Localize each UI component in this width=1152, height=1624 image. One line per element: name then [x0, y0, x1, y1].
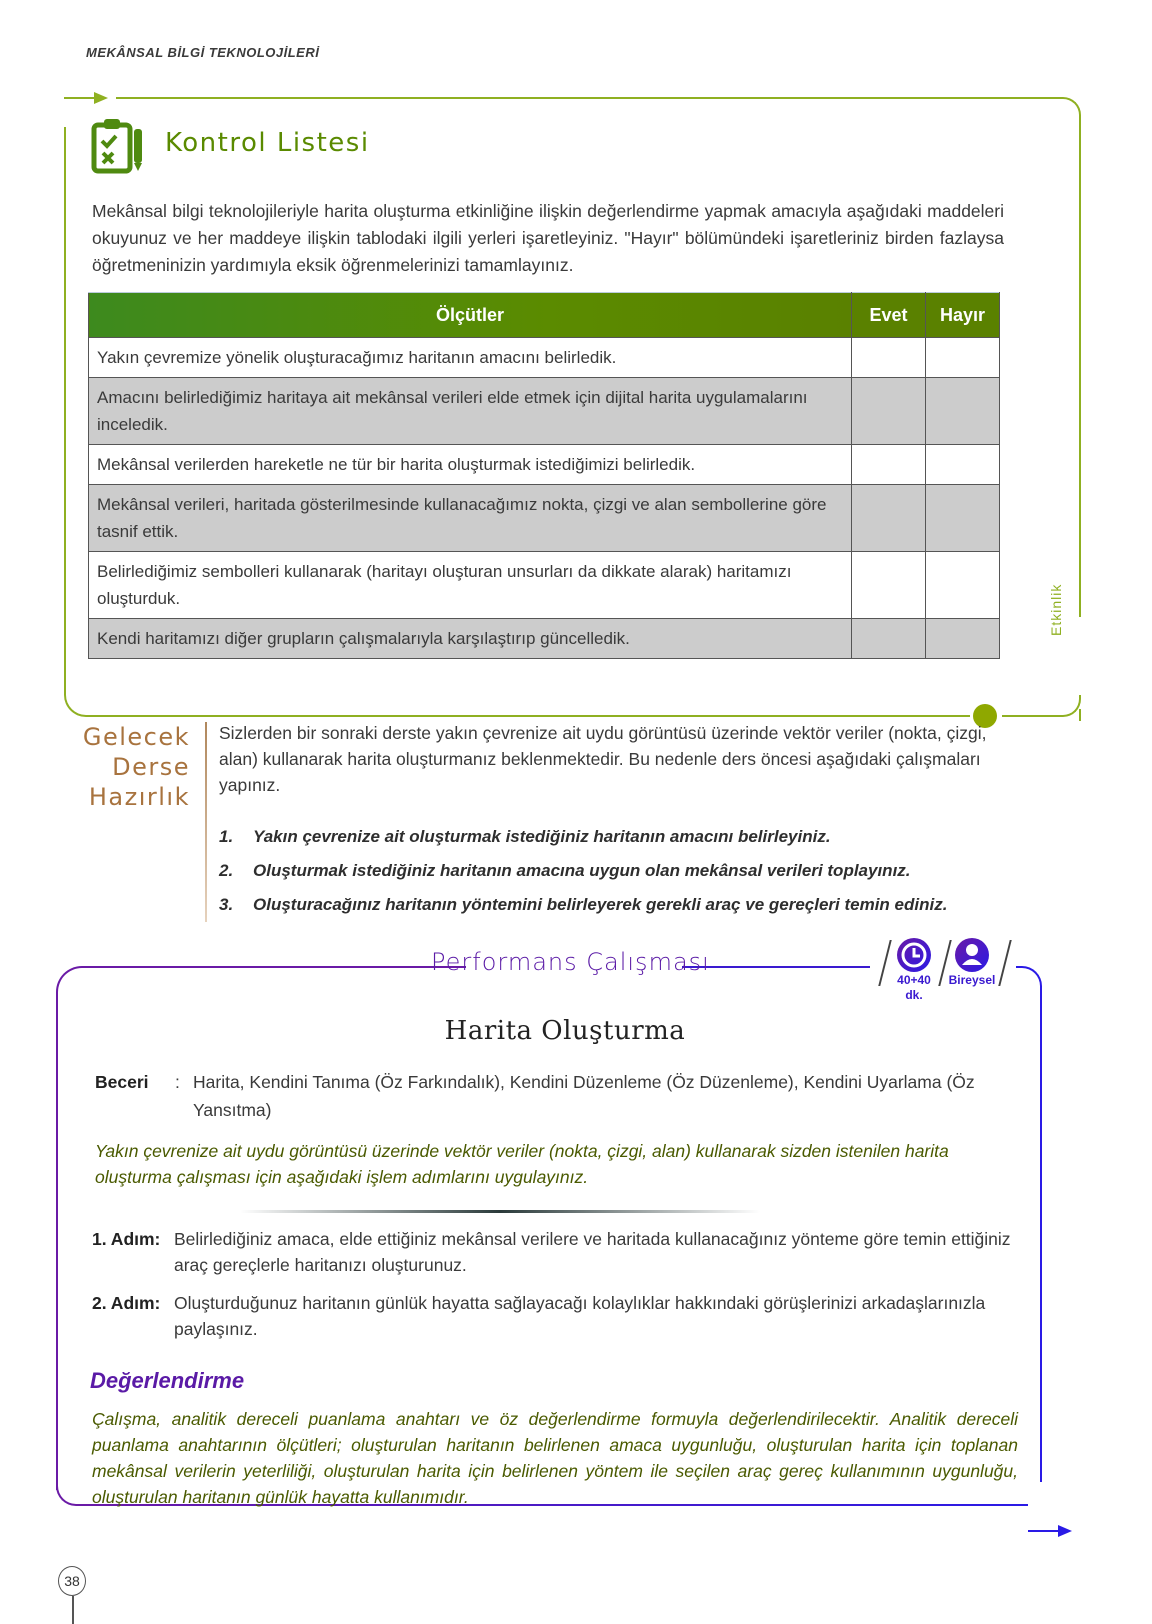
frame-corner: [56, 966, 90, 1000]
step-item: [92, 1226, 1012, 1278]
frame-line: [1079, 119, 1081, 617]
skills-row: [95, 1068, 1015, 1124]
step-label: 2. Adım:: [92, 1293, 161, 1313]
skills-separator: :: [175, 1072, 180, 1092]
checklist-intro: Mekânsal bilgi teknolojileriyle harita oluşturma etkinliğine ilişkin değerlendirme yapmak amacıyla aşağıdaki maddeleri okuyunuz ve her maddeye ilişkin tablodaki ilgili yerleri işaretleyiniz. "Hayır" bölümündeki işaretleriniz birden fazlaysa öğretmeninizin yardımıyla eksik öğrenmelerinizi tamamlayınız.: [92, 201, 1004, 275]
yes-checkbox-cell[interactable]: [852, 338, 926, 378]
evaluation-text: Çalışma, analitik dereceli puanlama anahtarı ve öz değerlendirme formuyla değerlendirilecektir. Analitik dereceli puanlama anahtarının ölçütleri; oluşturulan haritanın belirlenen amaca uygunluğu, oluşturulan harita için toplanan mekânsal verilerin yeterliliği, oluşturulan harita için belirlenen yöntem ile seçilen araç gereç kullanımının uygunluğu, oluşturulan haritanın günlük hayatta kullanımıdır.: [92, 1409, 1018, 1507]
step-text: Oluşturduğunuz haritanın günlük hayatta sağlayacağı kolaylıklar hakkındaki görüşlerinizi arkadaşlarınızla paylaşınız.: [174, 1293, 986, 1339]
frame-line: [1028, 1530, 1060, 1532]
frame-corner: [1016, 966, 1042, 992]
table-header-row: [89, 293, 1000, 338]
step-label: 1. Adım:: [92, 1229, 161, 1249]
title-line: Gelecek: [82, 723, 190, 751]
criteria-cell: Belirlediğimiz sembolleri kullanarak (haritayı oluşturan unsurları da dikkate alarak) haritamızı oluşturduk.: [89, 552, 852, 619]
frame-line: [1040, 992, 1042, 1482]
list-item: [219, 854, 1004, 888]
step-item: [92, 1290, 1012, 1342]
list-number: 1.: [219, 827, 234, 846]
checklist-clipboard-icon: [90, 115, 146, 175]
individual-badge: [942, 938, 1002, 1018]
list-text: Oluşturmak istediğiniz haritanın amacına uygun olan mekânsal verileri toplayınız.: [253, 861, 911, 880]
title-line: Hazırlık: [88, 783, 190, 811]
table-row: [89, 485, 1000, 552]
no-checkbox-cell[interactable]: [926, 445, 1000, 485]
column-header-criteria: Ölçütler: [89, 293, 852, 338]
title-line: Derse: [112, 753, 190, 781]
divider-rule: [240, 1210, 760, 1213]
criteria-cell: Yakın çevremize yönelik oluşturacağımız haritanın amacını belirledik.: [89, 338, 852, 378]
list-item: [219, 888, 1004, 922]
clock-icon: [897, 938, 931, 972]
table-row: [89, 338, 1000, 378]
evaluation-title: Değerlendirme: [90, 1368, 245, 1393]
list-item: [219, 820, 1004, 854]
page-number: 38: [58, 1566, 86, 1596]
criteria-cell: Mekânsal verilerden hareketle ne tür bir harita oluşturmak istediğimizi belirledik.: [89, 445, 852, 485]
frame-corner: [1059, 97, 1081, 119]
arrow-right-icon: [1058, 1525, 1072, 1537]
yes-checkbox-cell[interactable]: [852, 485, 926, 552]
frame-line: [1002, 715, 1057, 717]
no-checkbox-cell[interactable]: [926, 378, 1000, 445]
side-label-etkinlik: Etkinlik: [1048, 580, 1064, 640]
frame-corner: [64, 687, 90, 717]
activity-title: Harita Oluşturma: [444, 1016, 686, 1046]
vertical-divider: [205, 722, 207, 922]
yes-checkbox-cell[interactable]: [852, 445, 926, 485]
table-row: [89, 445, 1000, 485]
preparation-list: [219, 820, 1004, 922]
yes-checkbox-cell[interactable]: [852, 552, 926, 619]
list-text: Yakın çevrenize ait oluşturmak istediğiniz haritanın amacını belirleyiniz.: [253, 827, 831, 846]
frame-line: [56, 1000, 58, 1490]
list-number: 3.: [219, 895, 234, 914]
section-title-kontrol-listesi: Kontrol Listesi: [165, 128, 370, 158]
instruction-text: Yakın çevrenize ait uydu görüntüsü üzerinde vektör veriler (nokta, çizgi, alan) kullanarak sizden istenilen harita oluşturma çalışması için aşağıdaki işlem adımlarını uygulayınız.: [95, 1141, 949, 1187]
frame-line: [86, 966, 466, 968]
section-title-gelecek-derse-hazirlik: [80, 722, 190, 812]
table-row: [89, 552, 1000, 619]
criteria-cell: Mekânsal verileri, haritada gösterilmesinde kullanacağımız nokta, çizgi ve alan sembollerine göre tasnif ettik.: [89, 485, 852, 552]
frame-line: [64, 97, 96, 99]
frame-line: [90, 715, 970, 717]
table-row: [89, 619, 1000, 659]
individual-label: Bireysel: [948, 973, 996, 987]
user-icon: [955, 938, 989, 972]
frame-line: [682, 966, 870, 968]
preparation-text: Sizlerden bir sonraki derste yakın çevrenize ait uydu görüntüsü üzerinde vektör veriler (nokta, çizgi, alan) kullanarak harita oluşturmanız beklenmektedir. Bu nedenle ders öncesi aşağıdaki çalışmaları yapınız.: [219, 723, 987, 795]
list-text: Oluşturacağınız haritanın yöntemini belirleyerek gerekli araç ve gereçleri temin ediniz.: [253, 895, 948, 914]
list-number: 2.: [219, 861, 234, 880]
duration-unit: dk.: [905, 988, 923, 1002]
skills-text: Harita, Kendini Tanıma (Öz Farkındalık), Kendini Düzenleme (Öz Düzenleme), Kendini Uyarlama (Öz Yansıtma): [193, 1072, 975, 1120]
column-header-no: Hayır: [926, 293, 1000, 338]
criteria-cell: Amacını belirlediğimiz haritaya ait mekânsal verileri elde etmek için dijital harita uygulamalarını inceledik.: [89, 378, 852, 445]
no-checkbox-cell[interactable]: [926, 338, 1000, 378]
frame-line: [116, 97, 1059, 99]
column-header-yes: Evet: [852, 293, 926, 338]
yes-checkbox-cell[interactable]: [852, 619, 926, 659]
frame-line: [1079, 709, 1081, 721]
page-header: MEKÂNSAL BİLGİ TEKNOLOJİLERİ: [86, 45, 320, 60]
no-checkbox-cell[interactable]: [926, 619, 1000, 659]
yes-checkbox-cell[interactable]: [852, 378, 926, 445]
no-checkbox-cell[interactable]: [926, 485, 1000, 552]
table-row: [89, 378, 1000, 445]
frame-corner: [1057, 695, 1081, 717]
arrow-right-icon: [94, 92, 108, 104]
frame-corner: [56, 1478, 80, 1506]
checklist-table: [88, 292, 1000, 659]
step-text: Belirlediğiniz amaca, elde ettiğiniz mekânsal verilere ve haritada kullanacağınız yönteme göre temin ettiğiniz araç gereçlerle haritanızı oluşturunuz.: [174, 1229, 1011, 1275]
duration-label: 40+40: [897, 973, 931, 987]
no-checkbox-cell[interactable]: [926, 552, 1000, 619]
page-number-line: [72, 1596, 74, 1624]
frame-line: [64, 127, 66, 687]
criteria-cell: Kendi haritamızı diğer grupların çalışmalarıyla karşılaştırıp güncelledik.: [89, 619, 852, 659]
skills-label: Beceri: [95, 1072, 149, 1092]
duration-badge: [884, 938, 944, 1018]
section-title-performans: Performans Çalışması: [431, 948, 710, 976]
